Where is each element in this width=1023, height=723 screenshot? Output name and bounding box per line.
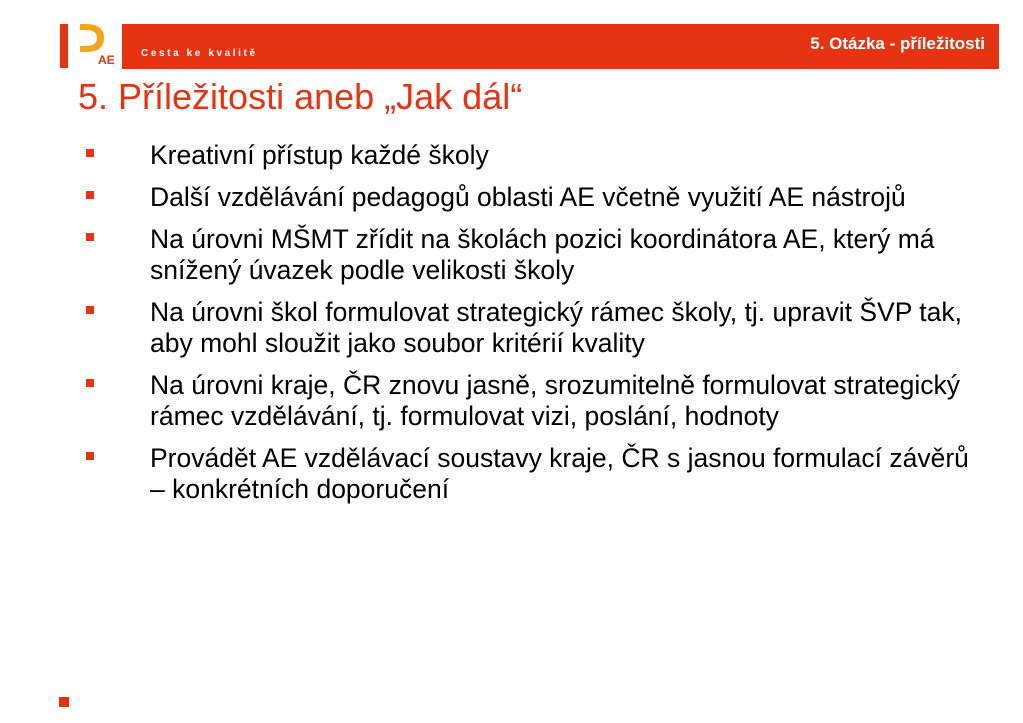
square-bullet-icon: [86, 306, 94, 314]
bullet-text: Na úrovni kraje, ČR znovu jasně, srozumitelně formulovat strategický rámec vzdělávání, tj. formulovat vizi, poslání, hodnoty: [150, 370, 961, 431]
bullet-text: Kreativní přístup každé školy: [150, 140, 489, 170]
bullet-list: [78, 140, 988, 516]
list-item: [78, 140, 988, 171]
list-item: [78, 370, 988, 432]
list-item: [78, 224, 988, 286]
logo-letters: AE: [98, 53, 115, 67]
list-item: [78, 297, 988, 359]
header-bar: [122, 24, 999, 69]
square-bullet-icon: [86, 452, 94, 460]
bullet-text: Provádět AE vzdělávací soustavy kraje, ČR s jasnou formulací závěrů – konkrétních doporučení: [150, 443, 969, 504]
header-tagline: Cesta ke kvalitě: [141, 48, 258, 59]
corner-square-marker: [59, 697, 69, 707]
page-title: 5. Příležitosti aneb „Jak dál“: [78, 76, 523, 117]
list-item: [78, 443, 988, 505]
bullet-text: Na úrovni MŠMT zřídit na školách pozici koordinátora AE, který má snížený úvazek podle velikosti školy: [150, 224, 935, 285]
square-bullet-icon: [86, 379, 94, 387]
section-title: 5. Otázka - příležitosti: [810, 34, 985, 53]
bullet-text: Další vzdělávání pedagogů oblasti AE včetně využití AE nástrojů: [150, 182, 906, 212]
square-bullet-icon: [86, 191, 94, 199]
ae-logo: [0, 0, 140, 70]
square-bullet-icon: [86, 149, 94, 157]
square-bullet-icon: [86, 233, 94, 241]
list-item: [78, 182, 988, 213]
bullet-text: Na úrovni škol formulovat strategický rámec školy, tj. upravit ŠVP tak, aby mohl sloužit jako soubor kritérií kvality: [150, 297, 962, 358]
